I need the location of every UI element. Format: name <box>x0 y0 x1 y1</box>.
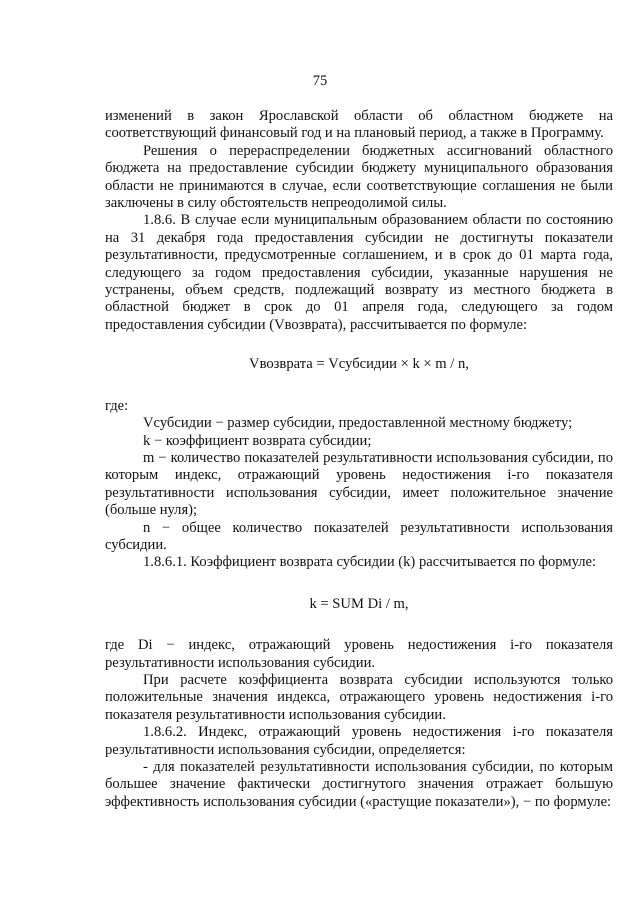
paragraph-positive-values: При расчете коэффициента возврата субсидии используются только положительные значения индекса, отражающего уровень недостижения i-го показателя результативности использования субсидии. <box>105 671 613 723</box>
definition-di: где Di − индекс, отражающий уровень недостижения i-го показателя результативности использования субсидии. <box>105 637 613 671</box>
paragraph-1-8-6-2: 1.8.6.2. Индекс, отражающий уровень недостижения i-го показателя результативности использования субсидии, определяется: <box>105 724 613 758</box>
document-body <box>105 108 613 811</box>
definition-vsubsidy: Vсубсидии − размер субсидии, предоставленной местному бюджету; <box>143 415 573 432</box>
paragraph-growing-indicators: - для показателей результативности использования субсидии, по которым большее значение фактически достигнутого значения отражает большую эффективность использования субсидии («растущие показатели»), − по формуле: <box>105 759 613 810</box>
definition-k: k − коэффициент возврата субсидии; <box>143 432 372 449</box>
paragraph-continuation: изменений в закон Ярославской области об областном бюджете на соответствующий финансовый год и на плановый период, а также в Программу. <box>105 108 613 142</box>
formula-refund-amount: Vвозврата = Vсубсидии × k × m / n, <box>249 356 469 373</box>
page-number: 75 <box>312 73 328 89</box>
paragraph-redistribution: Решения о перераспределении бюджетных ассигнований областного бюджета на предоставление субсидии бюджету муниципального образования области не принимаются в случае, если соответствующие соглашения не были заключены в силу обстоятельств непреодолимой силы. <box>105 142 613 212</box>
definition-n: n − общее количество показателей результативности использования субсидии. <box>105 519 613 553</box>
formula-refund-coefficient: k = SUM Di / m, <box>309 595 409 612</box>
paragraph-where: где: <box>105 397 129 414</box>
paragraph-1-8-6-1: 1.8.6.1. Коэффициент возврата субсидии (k) рассчитывается по формуле: <box>143 554 597 571</box>
definition-m: m − количество показателей результативности использования субсидии, по которым индекс, отражающий уровень недостижения i-го показателя результативности использования субсидии, имеет положительное значение (больше нуля); <box>105 449 613 519</box>
paragraph-1-8-6: 1.8.6. В случае если муниципальным образованием области по состоянию на 31 декабря года предоставления субсидии не достигнуты показатели результативности, предусмотренные соглашением, и в срок до 01 марта года, следующего за годом предоставления субсидии, указанные нарушения не устранены, объем средств, подлежащий возврату из местного бюджета в областной бюджет в срок до 01 апреля года, следующего за годом предоставления субсидии (Vвозврата), рассчитывается по формуле: <box>105 212 613 333</box>
